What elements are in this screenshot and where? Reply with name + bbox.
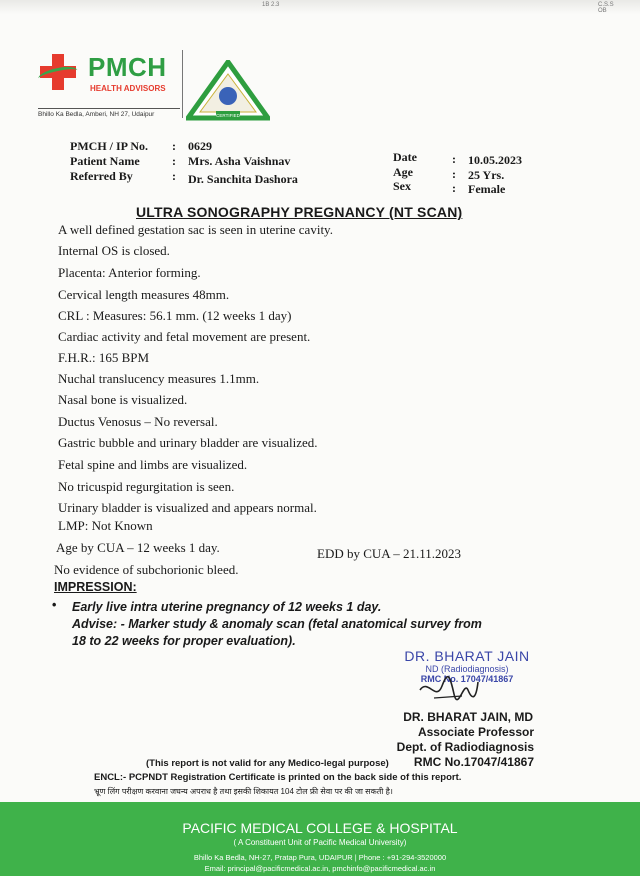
referred-by-value: Dr. Sanchita Dashora [188,172,298,186]
age-label: Age [393,165,413,179]
sex-label: Sex [393,179,411,193]
hospital-subtitle: ( A Constituent Unit of Pacific Medical University) [233,838,407,847]
date-label: Date [393,150,417,164]
patient-name-value: Mrs. Asha Vaishnav [188,154,291,168]
finding-line: Cervical length measures 48mm. [58,287,230,302]
finding-line: Nasal bone is visualized. [58,392,188,407]
pmch-logo [38,48,180,118]
impression-heading: IMPRESSION: [54,580,137,594]
advise-line-1: Advise: - Marker study & anomaly scan (fetal anatomical survey from [72,617,482,631]
signatory-name: DR. BHARAT JAIN, MD [403,710,533,724]
scan-edge: 1B 2.3 C.S.S OB [0,0,640,14]
finding-line: No evidence of subchorionic bleed. [54,562,239,577]
finding-line: Cardiac activity and fetal movement are present. [58,329,311,344]
report-page: 1B 2.3 C.S.S OB PMCH HEALTH ADVISORS Bhillo Ka Bedla, Amberi, NH 27, Udaipur CERTIFIED PMCH / IP No. : 0629 Patient Name : Mrs. Asha Vaishnav Referred By : Dr. Sanchita Dashora Date : 10.05.2023 Age : 25 Yrs. Sex : Female ULTRA SONOGRAPHY PREGNANCY (NT SCAN) A well defined gestation sac is seen in uterine cavity. Internal OS is closed. Placenta: Anterior forming. Cervical length measures 48mm. CRL : Measures: 56.1 mm. (12 weeks 1 day) Cardiac activity and fetal movement are present. F.H.R.: 165 BPM Nuchal translucency measures 1.1mm. Nasal bone is visualized. Ductus Venosus – No reversal. Gastric bubble and urinary bladder are visualized. Fetal spine and limbs are visualized. No tricuspid regurgitation is seen. Urinary bladder is visualized and appears normal. LMP: Not Known Age by CUA – 12 weeks 1 day. No evidence of subchorionic bleed. EDD by CUA – 21.11.2023 IMPRESSION: • Early live intra uterine pregnancy of 12 weeks 1 day. Advise: - Marker study & anomaly scan (fetal anatomical survey from 18 to 22 weeks for proper evaluation). DR. BHARAT JAIN ND (Radiodiagnosis) RMC No. 17047/41867 DR. BHARAT JAIN, MD Associate Professor Dept. of Radiodiagnosis RMC No.17047/41867 (This report is not valid for any Medico-legal purpose) ENCL:- PCPNDT Registration Certificate is printed on the back side of this report. भ्रूण लिंग परीक्षण करवाना जघन्य अपराध है तथा इसकी शिकायत 104 टोल फ्री सेवा पर की जा सकती है। PACIFIC MEDICAL COLLEGE & HOSPITAL ( A Constituent Unit of Pacific Medical University) Bhillo Ka Bedla, NH-27, Pratap Pura, UDAIPUR | Phone : +91-294-3520000 Email: principal@pacificmedical.ac.in, pmchinfo@pacificmedical.ac.in [0,0,640,876]
finding-line: Nuchal translucency measures 1.1mm. [58,371,260,386]
finding-line: LMP: Not Known [58,518,153,533]
hospital-address: Bhillo Ka Bedla, NH-27, Pratap Pura, UDAIPUR | Phone : +91-294-3520000 [193,853,447,862]
ip-label: PMCH / IP No. [70,139,148,153]
validity-note: (This report is not valid for any Medico-legal purpose) [146,758,389,769]
finding-line: No tricuspid regurgitation is seen. [58,479,235,494]
hindi-note: भ्रूण लिंग परीक्षण करवाना जघन्य अपराध है तथा इसकी शिकायत 104 टोल फ्री सेवा पर की जा सकती है। [94,787,393,796]
finding-line: Age by CUA – 12 weeks 1 day. [56,540,220,555]
hospital-footer [0,802,640,876]
report-title: ULTRA SONOGRAPHY PREGNANCY (NT SCAN) [136,204,463,220]
finding-line: Fetal spine and limbs are visualized. [58,457,248,472]
signatory-department: Dept. of Radiodiagnosis [396,740,534,754]
stamp-name: DR. BHARAT JAIN [404,648,530,664]
certified-label: CERTIFIED [216,113,240,118]
finding-line: Ductus Venosus – No reversal. [58,414,218,429]
finding-line: Placenta: Anterior forming. [58,265,201,280]
ip-value: 0629 [188,139,212,153]
patient-name-label: Patient Name [70,154,140,168]
medical-cross-icon [40,54,76,90]
finding-line: A well defined gestation sac is seen in uterine cavity. [58,222,333,237]
signatory-designation: Associate Professor [417,725,534,739]
stamp-degree: ND (Radiodiagnosis) [425,664,509,674]
sex-value: Female [468,182,506,196]
referred-by-label: Referred By [70,169,133,183]
hospital-name: PACIFIC MEDICAL COLLEGE & HOSPITAL [182,820,458,836]
stamp-rmc: RMC No. 17047/41867 [420,674,514,684]
finding-line: CRL : Measures: 56.1 mm. (12 weeks 1 day) [58,308,292,323]
finding-line: F.H.R.: 165 BPM [58,350,150,365]
finding-line: Internal OS is closed. [58,243,170,258]
advise-line-2: 18 to 22 weeks for proper evaluation). [72,634,296,648]
edd-line: EDD by CUA – 21.11.2023 [317,546,461,561]
finding-line: Urinary bladder is visualized and appears normal. [58,500,317,515]
impression-point: Early live intra uterine pregnancy of 12 weeks 1 day. [72,600,382,614]
finding-line: Gastric bubble and urinary bladder are visualized. [58,435,318,450]
logo-subtitle: HEALTH ADVISORS [90,84,166,93]
signature-icon [416,672,482,706]
encl-note: ENCL:- PCPNDT Registration Certificate is printed on the back side of this report. [94,772,462,783]
bullet-icon: • [52,598,57,612]
certification-badge-icon [186,60,270,122]
logo-title: PMCH [88,52,167,82]
date-value: 10.05.2023 [468,153,522,167]
logo-divider [182,50,183,118]
hospital-email: Email: principal@pacificmedical.ac.in, pmchinfo@pacificmedical.ac.in [204,864,436,873]
logo-address: Bhillo Ka Bedla, Amberi, NH 27, Udaipur [38,108,180,118]
signatory-rmc: RMC No.17047/41867 [413,755,534,769]
age-value: 25 Yrs. [468,168,505,182]
